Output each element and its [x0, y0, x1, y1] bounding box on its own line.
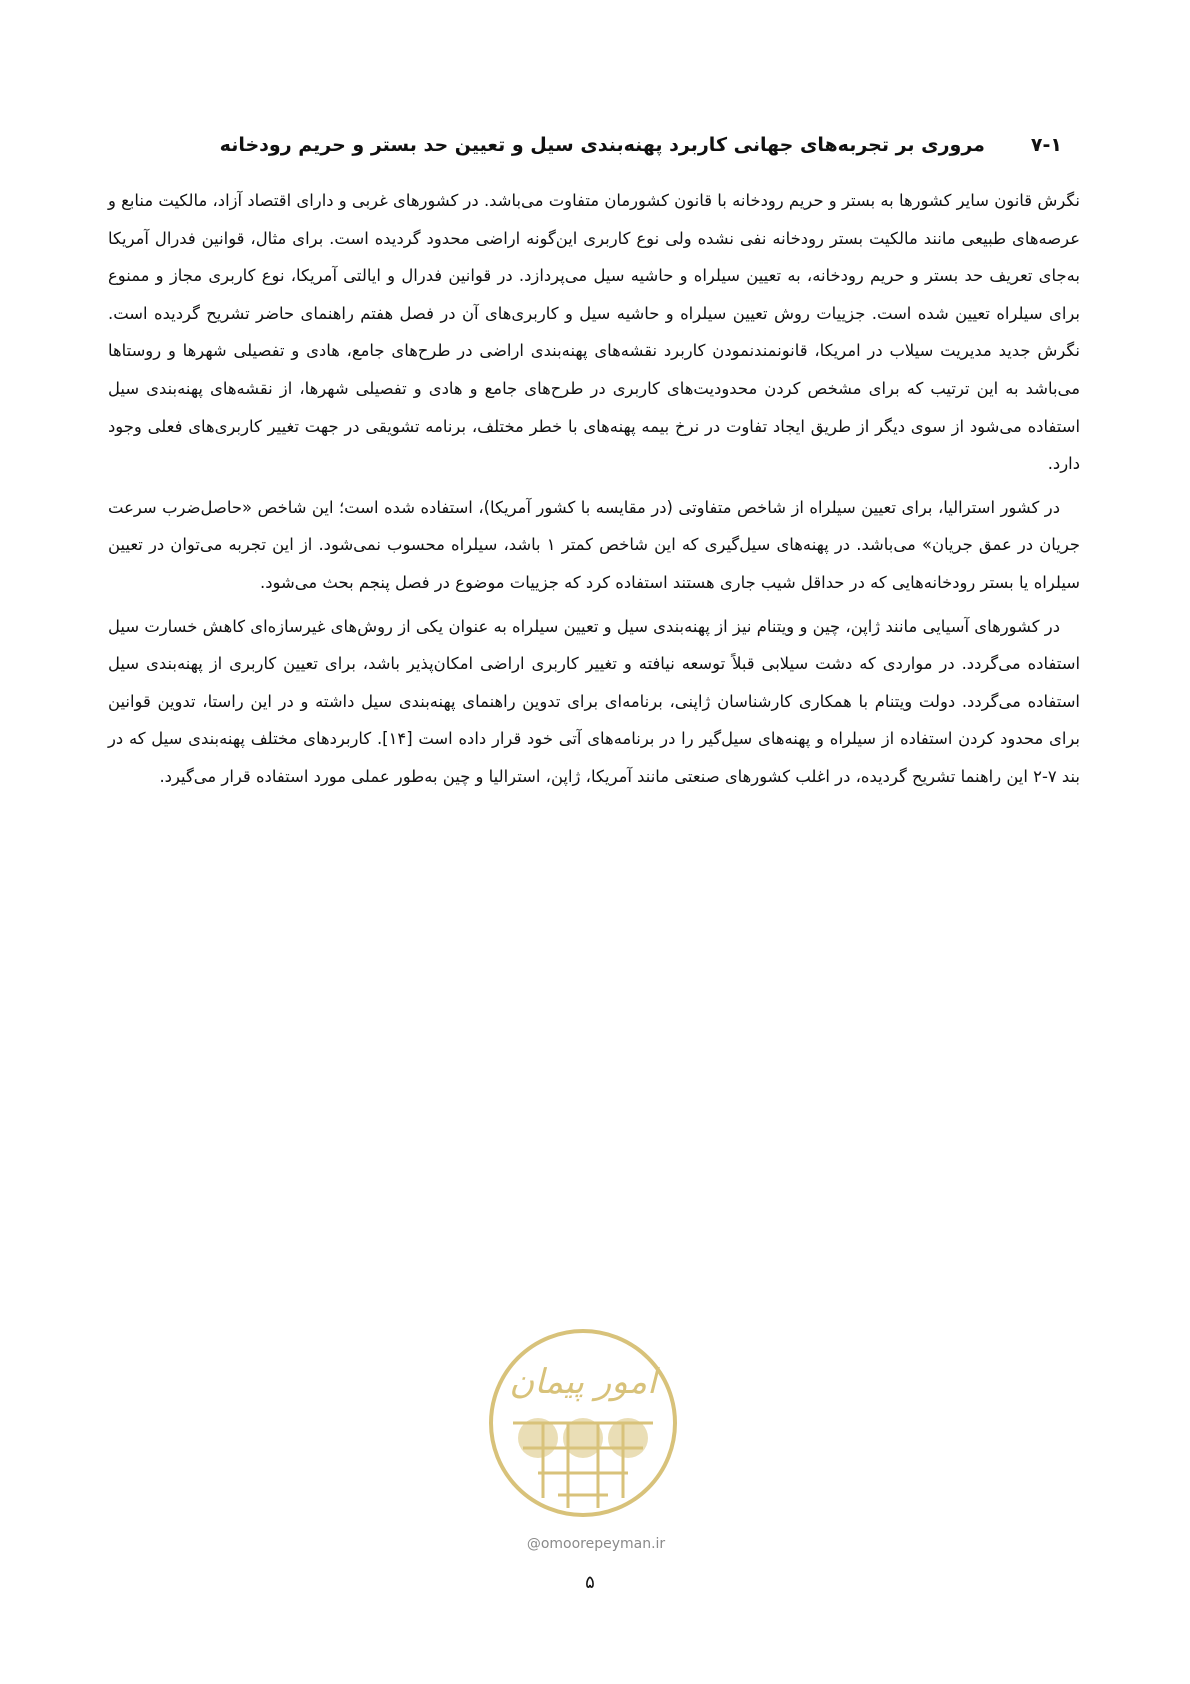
watermark-logo: [483, 1323, 683, 1523]
section-number: ۷-۱: [1030, 134, 1062, 156]
section-heading: [118, 130, 1062, 160]
body-text: [108, 182, 1080, 796]
paragraph-1: نگرش قانون سایر کشورها به بستر و حریم رودخانه با قانون کشورمان متفاوت می‌باشد. در کشورهای غربی و دارای اقتصاد آزاد، مالکیت منابع و عرصه‌های طبیعی مانند مالکیت بستر رودخانه نفی نشده ولی نوع کاربری این‌گونه اراضی محدود گردیده است. برای مثال، قوانین فدرال آمریکا به‌جای تعریف حد بستر و حریم رودخانه، به تعیین سیلراه و حاشیه سیل می‌پردازد. در قوانین فدرال و ایالتی آمریکا، نوع کاربری مجاز و ممنوع برای سیلراه تعیین شده است. جزییات روش تعیین سیلراه و حاشیه سیل و کاربری‌های آن در فصل هفتم راهنمای حاضر تشریح گردیده است. نگرش جدید مدیریت سیلاب در امریکا، قانونمندنمودن کاربرد نقشه‌های پهنه‌بندی اراضی در طرح‌های جامع، هادی و تفصیلی شهرها و روستاها می‌باشد به این ترتیب که برای مشخص کردن محدودیت‌های کاربری در طرح‌های جامع و هادی و تفصیلی شهرها، از نقشه‌های پهنه‌بندی سیل استفاده می‌شود از سوی دیگر از طریق ایجاد تفاوت در نرخ بیمه پهنه‌های با خطر مختلف، برنامه تشویقی در جهت تغییر کاربری‌های فعلی وجود دارد.: [108, 191, 1080, 474]
watermark-url: @omoorepeyman.ir: [526, 1536, 666, 1552]
watermark-logo-text: امور پیمان: [509, 1362, 657, 1402]
page-number: ۵: [585, 1572, 595, 1593]
paragraph-3: در کشورهای آسیایی مانند ژاپن، چین و ویتنام نیز از پهنه‌بندی سیل و تعیین سیلراه به عنوان یکی از روش‌های غیرسازه‌ای کاهش خسارت سیل استفاده می‌گردد. در مواردی که دشت سیلابی قبلاً توسعه نیافته و تغییر کاربری اراضی امکان‌پذیر باشد، برای تعیین کاربری از پهنه‌بندی سیل استفاده می‌گردد. دولت ویتنام با همکاری کارشناسان ژاپنی، برنامه‌ای برای تدوین راهنمای پهنه‌بندی سیل داشته و در این راستا، تدوین قوانین برای محدود کردن استفاده از سیلراه و پهنه‌های سیل‌گیر را در برنامه‌های آتی خود قرار داده است [۱۴]. کاربردهای مختلف پهنه‌بندی سیل که در بند ۷-۲ این راهنما تشریح گردیده، در اغلب کشورهای صنعتی مانند آمریکا، ژاپن، استرالیا و چین به‌طور عملی مورد استفاده قرار می‌گیرد.: [108, 616, 1080, 786]
section-title: مروری بر تجربه‌های جهانی کاربرد پهنه‌بندی سیل و تعیین حد بستر و حریم رودخانه: [219, 134, 985, 156]
paragraph-2: در کشور استرالیا، برای تعیین سیلراه از شاخص متفاوتی (در مقایسه با کشور آمریکا)، استفاده شده است؛ این شاخص «حاصل‌ضرب سرعت جریان در عمق جریان» می‌باشد. در پهنه‌های سیل‌گیری که این شاخص کمتر ۱ باشد، سیلراه محسوب نمی‌شود. از این تجربه می‌توان در تعیین سیلراه یا بستر رودخانه‌هایی که در حداقل شیب جاری هستند استفاده کرد که جزییات موضوع در فصل پنجم بحث می‌شود.: [108, 497, 1080, 592]
